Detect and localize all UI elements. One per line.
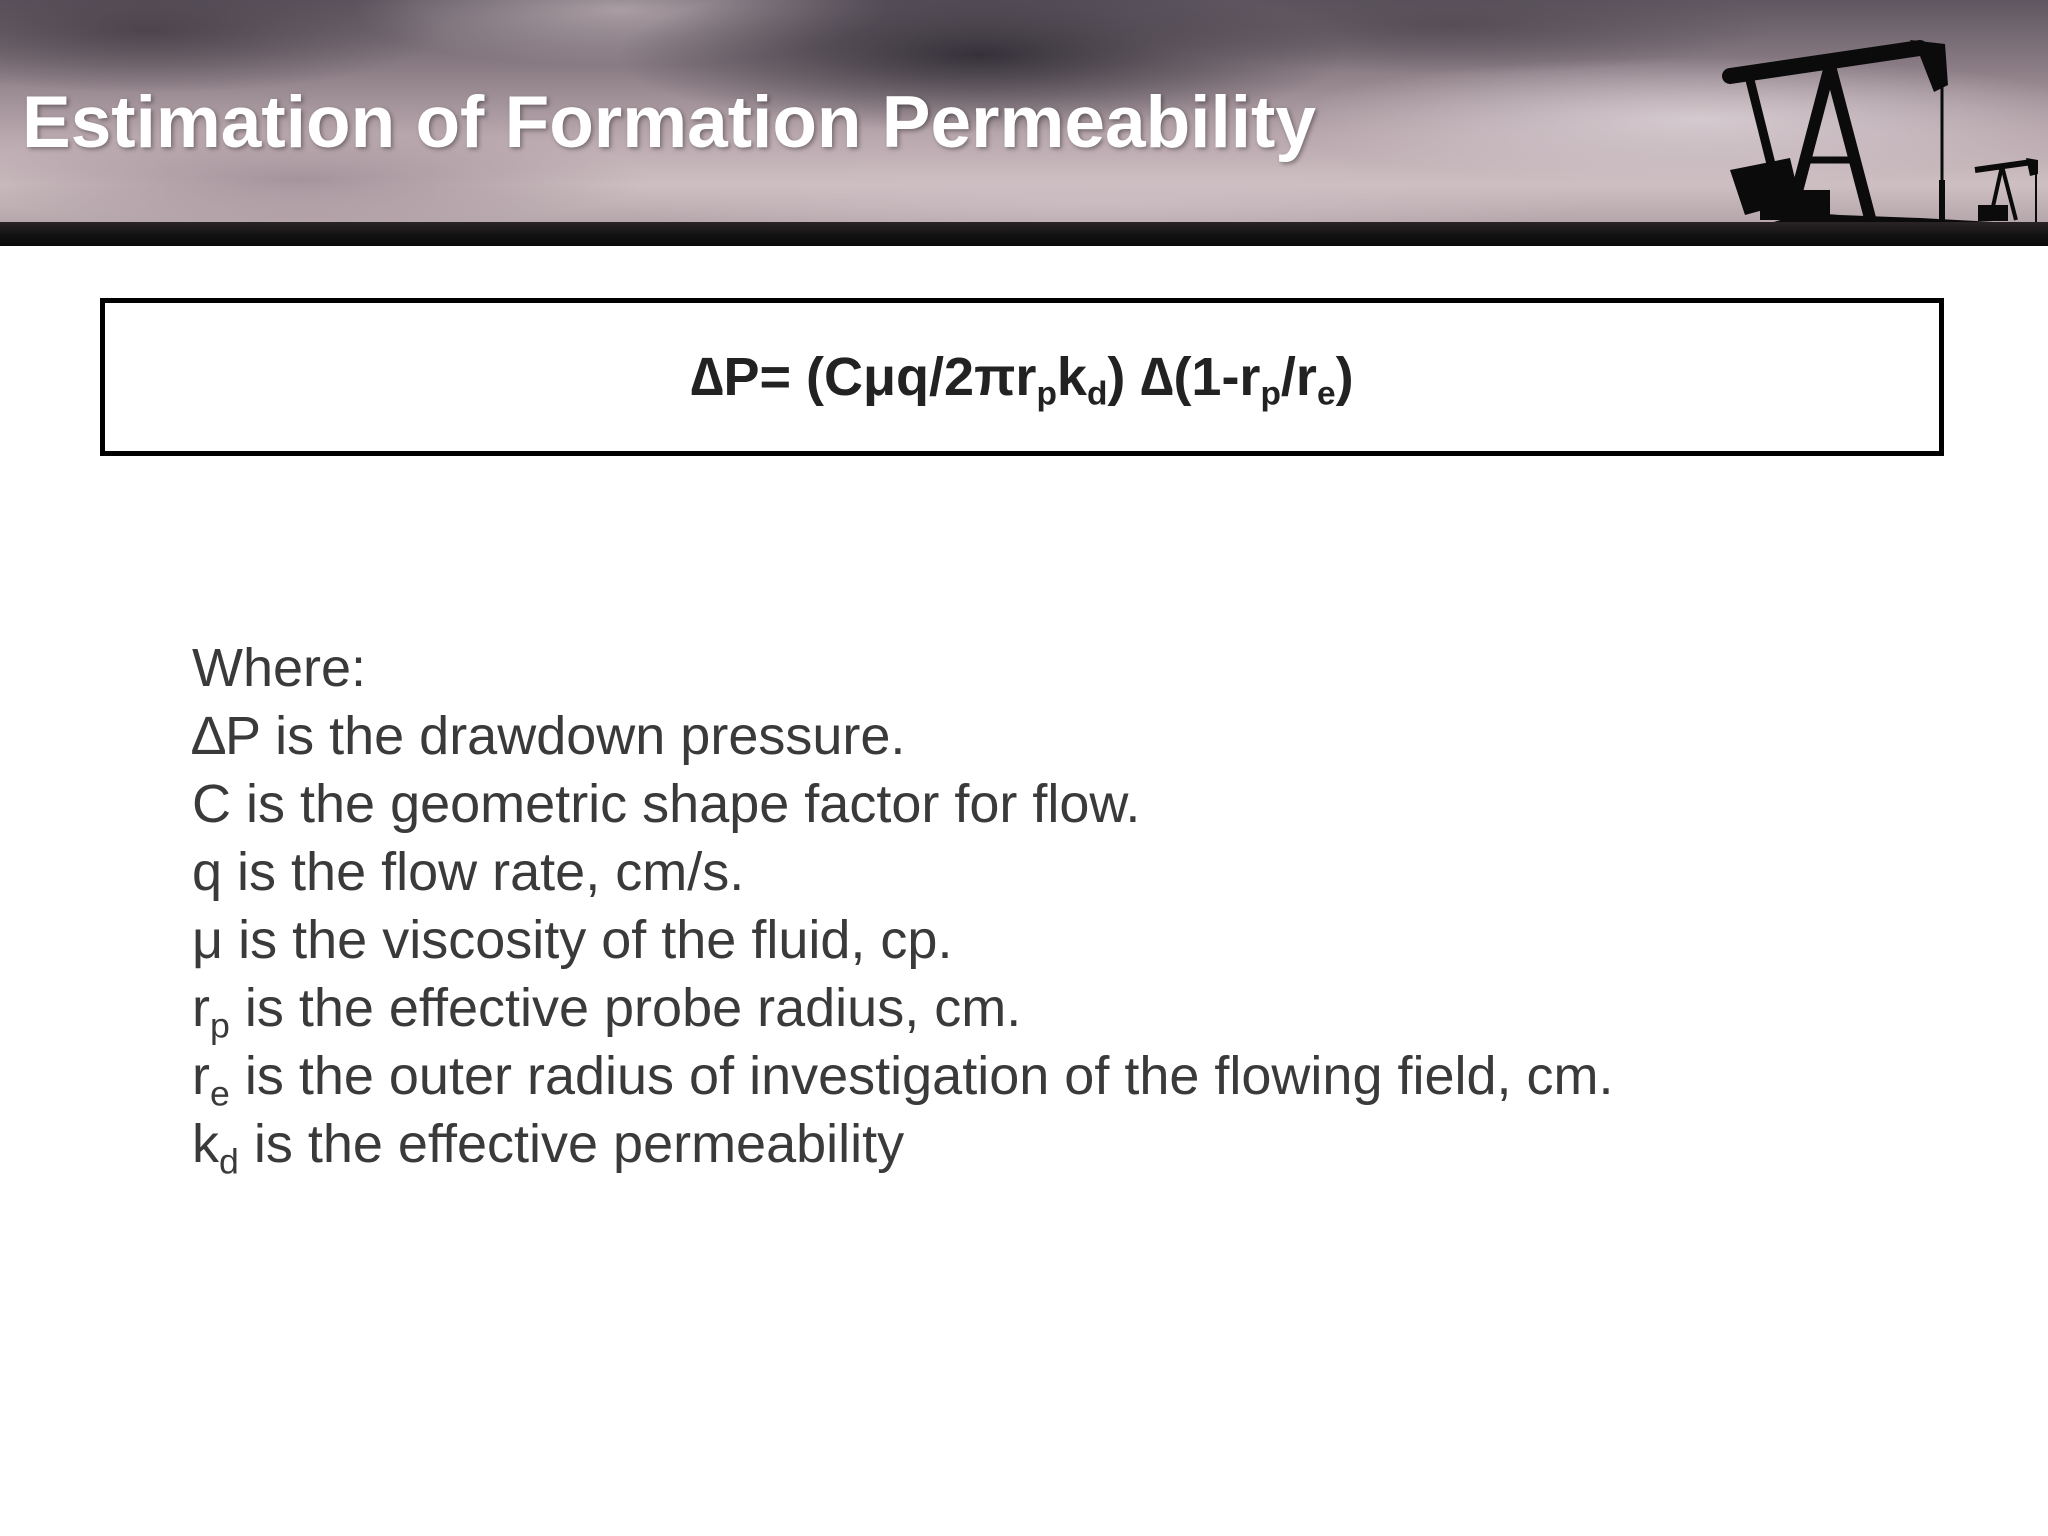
banner-ground-strip: [0, 222, 2048, 246]
definition-symbol: ∆P: [192, 706, 261, 766]
definition-symbol: C: [192, 774, 231, 834]
definition-subscript: e: [209, 1073, 230, 1114]
definition-text: is the effective permeability: [238, 1114, 905, 1174]
formula-part: k: [1056, 347, 1087, 407]
definition-text: is the outer radius of investigation of the flowing field, cm.: [229, 1046, 1614, 1106]
definition-rp: [192, 974, 1952, 1046]
header-banner: [0, 0, 2048, 246]
definition-q: [192, 838, 1952, 906]
formula-part: ): [1335, 347, 1354, 407]
definition-c: [192, 770, 1952, 838]
definition-delta-p: [192, 702, 1952, 770]
formula-part: (1-r: [1173, 347, 1261, 407]
formula-part: ): [1107, 347, 1141, 407]
formula-subscript: p: [1260, 375, 1281, 413]
definitions-list: [192, 634, 1952, 1182]
definition-subscript: d: [219, 1141, 239, 1182]
definition-re: [192, 1042, 1952, 1114]
definition-kd: [192, 1110, 1952, 1182]
formula-delta-symbol: ∆: [690, 347, 724, 407]
formula-delta-symbol: ∆: [1140, 347, 1174, 407]
formula-subscript: e: [1316, 375, 1336, 413]
definition-symbol: q: [192, 842, 223, 902]
pumpjack-icon: [1720, 40, 2048, 240]
formula-part: P= (Cμq/2πr: [723, 347, 1037, 407]
definition-symbol: μ: [192, 910, 224, 970]
definition-text: is the geometric shape factor for flow.: [231, 774, 1141, 834]
formula-part: /r: [1280, 347, 1317, 407]
formula-subscript: p: [1036, 375, 1057, 413]
definition-symbol: r: [192, 978, 210, 1038]
formula-subscript: d: [1086, 375, 1108, 413]
definition-text: is the flow rate, cm/s.: [222, 842, 745, 902]
permeability-formula: [690, 346, 1354, 413]
definition-text: is the effective probe radius, cm.: [229, 978, 1022, 1038]
formula-box: [100, 298, 1944, 456]
definition-symbol: k: [192, 1114, 219, 1174]
definitions-heading: Where:: [192, 638, 367, 698]
definition-text: is the drawdown pressure.: [260, 706, 906, 766]
definition-text: is the viscosity of the fluid, cp.: [223, 910, 953, 970]
definition-symbol: r: [192, 1046, 210, 1106]
slide-title: Estimation of Formation Permeability: [22, 82, 1316, 163]
definition-mu: [192, 906, 1952, 974]
definition-subscript: p: [209, 1005, 230, 1046]
